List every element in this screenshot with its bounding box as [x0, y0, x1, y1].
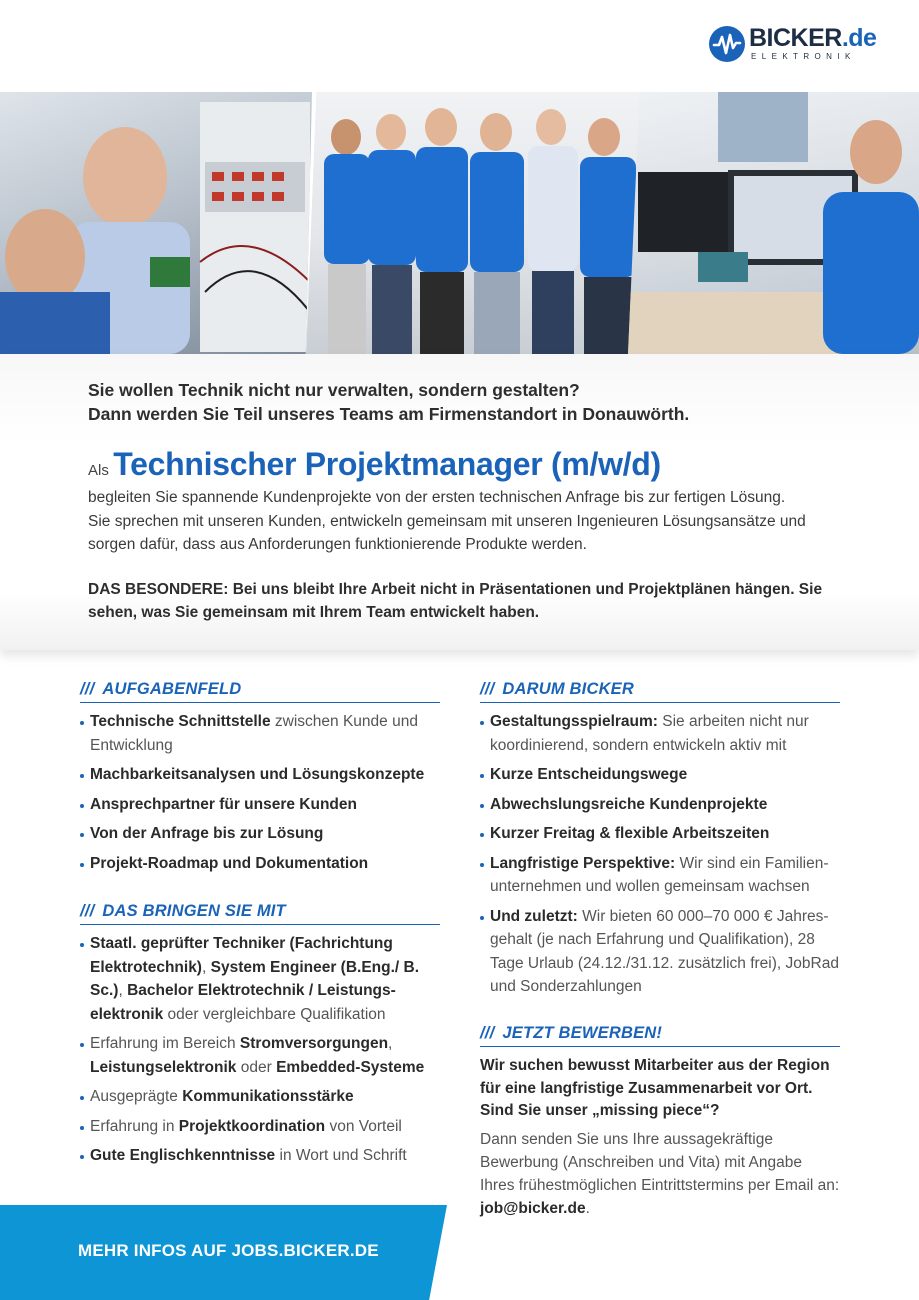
heading-slashes: ///	[480, 680, 495, 698]
item-bold: Bachelor Elektrotechnik / Leistungselektronik	[90, 982, 396, 1023]
item-bold: System Engineer (B.Eng./ B. Sc.)	[90, 958, 420, 999]
item-text: zwischen Kunde und Entwicklung	[90, 713, 418, 754]
logo-wordmark	[749, 24, 876, 53]
item-bold: Und zuletzt:	[490, 907, 578, 925]
list-item	[80, 932, 440, 1026]
intro-panel	[0, 354, 919, 650]
logo-domain: .de	[841, 24, 877, 52]
list-item	[80, 1144, 440, 1168]
job-title-line	[88, 446, 661, 483]
item-text: oder vergleichbare Qualifikation	[163, 1005, 386, 1023]
special-text: Bei uns bleibt Ihre Arbeit nicht in Präsentationen und Projektplänen hängen. Sie sehen, was Sie gemeinsam mit Ihrem Team entwickelt haben.	[88, 581, 823, 621]
item-text: ,	[201, 958, 211, 976]
list-item	[80, 793, 440, 817]
item-text: oder	[236, 1058, 277, 1076]
item-text: Erfahrung im Bereich	[90, 1035, 240, 1052]
section-benefits	[480, 680, 840, 1005]
item-text: ,	[118, 982, 128, 999]
item-bold: Staatl. geprüfter Techniker (Fachrichtung Elektrotechnik)	[90, 935, 393, 976]
apply-lead: Wir suchen bewusst Mitarbeiter aus der Region für eine langfristige Zusammenarbeit vor Ort. Sind Sie unser „missing piece“?	[480, 1057, 830, 1119]
list-item	[80, 1032, 440, 1079]
item-bold: Gute Englischkenntnisse	[90, 1147, 276, 1164]
intro-body: begleiten Sie spannende Kundenprojekte von der ersten technischen Anfrage bis zur fertigen Lösung. Sie sprechen mit unseren Kunden, entwickeln gemeinsam mit unseren Ingenieuren Lösungsansätze und sorgen dafür, dass aus Anforderungen funktionierende Produkte werden.	[88, 489, 806, 553]
list-item	[480, 763, 840, 787]
list-item	[480, 822, 840, 846]
item-text: von Vorteil	[325, 1117, 402, 1135]
heading-text: JETZT BEWERBEN!	[502, 1024, 663, 1042]
list-item	[80, 822, 440, 846]
headline-line-2: Dann werden Sie Teil unseres Teams am Firmenstandort in Donauwörth.	[88, 404, 690, 424]
logo-subtitle: ELEKTRONIK	[751, 52, 856, 61]
section-heading	[480, 680, 840, 703]
workshop-photo	[0, 92, 312, 354]
requirement-list	[80, 932, 440, 1168]
photo-strip	[0, 92, 919, 354]
company-logo	[709, 22, 885, 66]
item-bold: Technische Schnittstelle	[90, 713, 271, 730]
als-prefix: Als	[88, 462, 109, 479]
special-note	[88, 578, 848, 624]
list-item	[80, 852, 440, 876]
item-text: ,	[388, 1035, 393, 1052]
item-bold: Machbarkeitsanalysen und Lösungskonzepte	[90, 766, 425, 783]
heading-text: DAS BRINGEN SIE MIT	[102, 902, 286, 920]
waveform-icon	[709, 26, 745, 62]
apply-text-end: .	[585, 1199, 590, 1217]
list-item	[480, 905, 840, 999]
heading-slashes: ///	[80, 680, 95, 698]
job-title: Technischer Projektmanager (m/w/d)	[113, 446, 661, 482]
item-bold: Projekt-Roadmap und Dokumentation	[90, 854, 369, 872]
section-heading	[480, 1024, 840, 1047]
apply-body	[480, 1128, 840, 1220]
footer-link[interactable]: MEHR INFOS AUF JOBS.BICKER.DE	[78, 1241, 379, 1260]
item-bold: Gestaltungsspielraum:	[490, 713, 658, 730]
item-bold: Embedded-Systeme	[276, 1058, 425, 1076]
special-label: DAS BESONDERE:	[88, 581, 229, 598]
item-bold: Von der Anfrage bis zur Lösung	[90, 825, 324, 842]
item-bold: Langfristige Perspektive:	[490, 854, 676, 872]
logo-brand: BICKER	[749, 24, 842, 52]
item-bold: Leistungselektronik	[90, 1058, 237, 1076]
list-item	[480, 852, 840, 899]
item-text: Wir sind ein Familienunternehmen und wollen gemeinsam wachsen	[490, 854, 829, 895]
item-text: Ausgeprägte	[90, 1088, 183, 1105]
list-item	[480, 793, 840, 817]
headline-line-1: Sie wollen Technik nicht nur verwalten, sondern gestalten?	[88, 380, 580, 400]
item-bold: Kurze Entscheidungswege	[490, 766, 688, 783]
heading-text: AUFGABENFELD	[102, 680, 242, 698]
office-photo	[628, 92, 919, 354]
heading-slashes: ///	[480, 1024, 495, 1042]
team-photo	[306, 92, 652, 354]
heading-slashes: ///	[80, 902, 95, 920]
item-bold: Stromversorgungen	[239, 1035, 389, 1052]
list-item	[80, 1115, 440, 1139]
list-item	[480, 710, 840, 757]
benefit-list	[480, 710, 840, 999]
item-text: Sie arbeiten nicht nur koordinierend, sondern entwickeln aktiv mit	[490, 713, 809, 754]
item-bold: Kommunikationsstärke	[182, 1088, 354, 1105]
item-bold: Kurzer Freitag & flexible Arbeitszeiten	[490, 825, 770, 842]
item-text: Wir bieten 60 000–70 000 € Jahresgehalt (je nach Erfahrung und Qualifikation), 28 Tage Urlaub (24.12./31.12. zusätzlich frei), JobRad und Sonderzahlungen	[490, 907, 839, 995]
section-requirements	[80, 902, 440, 1174]
item-text: Erfahrung in	[90, 1117, 179, 1135]
item-bold: Projektkoordination	[178, 1117, 326, 1135]
item-text: in Wort und Schrift	[275, 1147, 407, 1164]
email-link[interactable]: job@bicker.de	[480, 1199, 586, 1217]
section-apply	[480, 1024, 840, 1220]
list-item	[80, 1085, 440, 1109]
item-bold: Ansprechpartner für unsere Kunden	[90, 795, 357, 813]
list-item	[80, 710, 440, 757]
section-heading	[80, 902, 440, 925]
heading-text: DARUM BICKER	[502, 680, 635, 698]
task-list	[80, 710, 440, 875]
intro-headline	[88, 378, 848, 426]
item-bold: Abwechslungsreiche Kundenprojekte	[490, 795, 768, 813]
section-heading	[80, 680, 440, 703]
list-item	[80, 763, 440, 787]
apply-text: Dann senden Sie uns Ihre aussagekräftige Bewerbung (Anschreiben und Vita) mit Angabe Ihres frühestmöglichen Eintrittstermins per Email an:	[480, 1130, 840, 1194]
section-aufgabenfeld	[80, 680, 440, 881]
